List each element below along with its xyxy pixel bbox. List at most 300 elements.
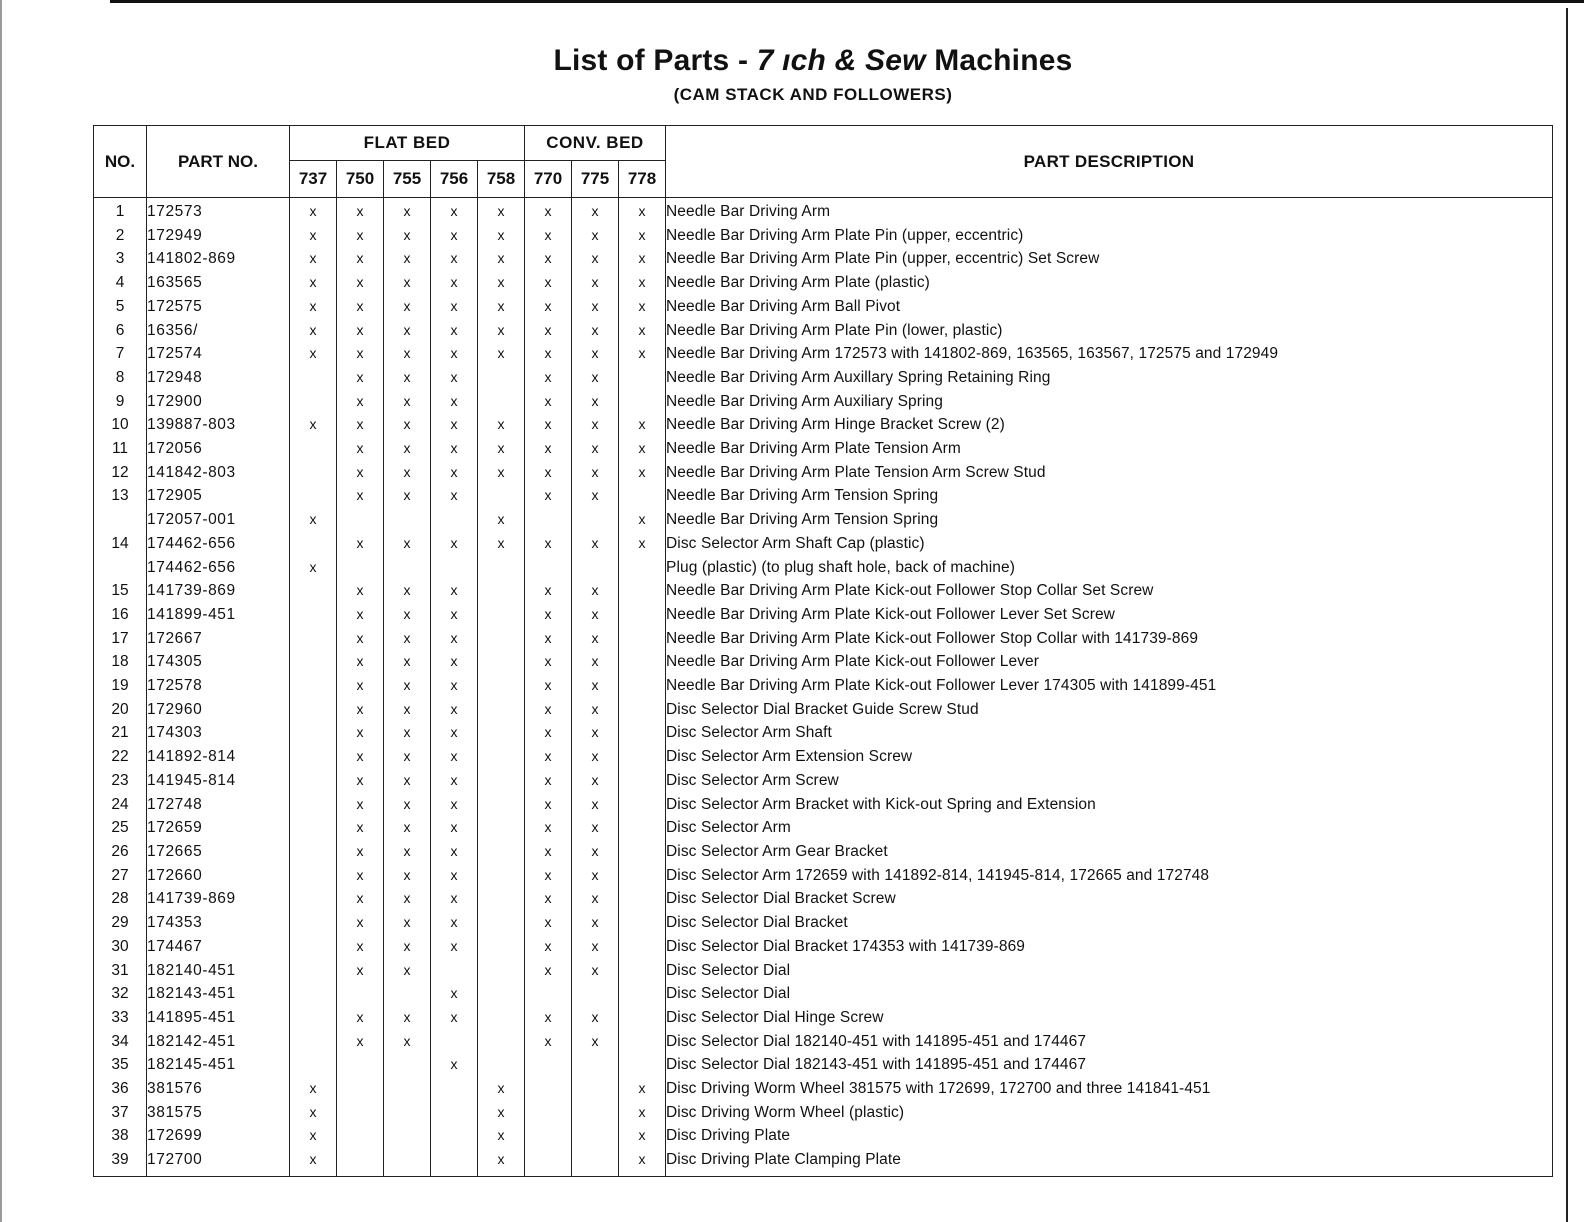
model-737-mark: x xyxy=(290,271,337,295)
model-737-mark: x xyxy=(290,224,337,248)
model-770-mark: x xyxy=(525,769,572,793)
part-description: Needle Bar Driving Arm Plate Tension Arm Screw Stud xyxy=(666,461,1553,485)
part-number: 182145-451 xyxy=(147,1053,290,1077)
part-description: Needle Bar Driving Arm Hinge Bracket Screw (2) xyxy=(666,413,1553,437)
model-778-mark: x xyxy=(619,413,666,437)
header-description: PART DESCRIPTION xyxy=(666,126,1553,198)
model-750-mark: x xyxy=(337,816,384,840)
model-778-mark xyxy=(619,982,666,1006)
model-775-mark: x xyxy=(572,603,619,627)
model-755-mark xyxy=(384,1053,431,1077)
model-737-mark: x xyxy=(290,1077,337,1101)
page-edge xyxy=(0,0,2,1222)
model-770-mark xyxy=(525,1124,572,1148)
model-755-mark: x xyxy=(384,1006,431,1030)
model-737-mark xyxy=(290,887,337,911)
table-row xyxy=(94,911,1553,935)
model-755-mark: x xyxy=(384,437,431,461)
model-755-mark: x xyxy=(384,461,431,485)
model-770-mark: x xyxy=(525,342,572,366)
part-description: Needle Bar Driving Arm Plate Kick-out Follower Lever 174305 with 141899-451 xyxy=(666,674,1553,698)
model-758-mark xyxy=(478,1006,525,1030)
item-number: 15 xyxy=(94,579,147,603)
model-778-mark xyxy=(619,911,666,935)
item-number: 20 xyxy=(94,698,147,722)
table-row xyxy=(94,1124,1553,1148)
model-756-mark: x xyxy=(431,627,478,651)
model-755-mark: x xyxy=(384,319,431,343)
model-778-mark xyxy=(619,674,666,698)
model-758-mark: x xyxy=(478,342,525,366)
model-758-mark: x xyxy=(478,461,525,485)
part-number: 182140-451 xyxy=(147,959,290,983)
model-755-mark xyxy=(384,1148,431,1176)
model-775-mark: x xyxy=(572,1006,619,1030)
model-737-mark: x xyxy=(290,1101,337,1125)
part-number: 182142-451 xyxy=(147,1030,290,1054)
model-770-mark: x xyxy=(525,366,572,390)
part-number: 381576 xyxy=(147,1077,290,1101)
part-number: 172700 xyxy=(147,1148,290,1176)
table-row xyxy=(94,198,1553,224)
part-number: 141739-869 xyxy=(147,579,290,603)
item-number: 36 xyxy=(94,1077,147,1101)
model-775-mark: x xyxy=(572,437,619,461)
model-778-mark xyxy=(619,935,666,959)
table-row xyxy=(94,247,1553,271)
part-description: Needle Bar Driving Arm xyxy=(666,198,1553,224)
model-737-mark xyxy=(290,816,337,840)
model-737-mark xyxy=(290,911,337,935)
model-778-mark xyxy=(619,579,666,603)
model-778-mark xyxy=(619,864,666,888)
model-758-mark xyxy=(478,579,525,603)
item-number: 11 xyxy=(94,437,147,461)
model-758-mark xyxy=(478,959,525,983)
model-758-mark: x xyxy=(478,508,525,532)
model-750-mark xyxy=(337,1124,384,1148)
model-756-mark: x xyxy=(431,579,478,603)
model-758-mark xyxy=(478,390,525,414)
model-755-mark: x xyxy=(384,698,431,722)
table-row xyxy=(94,579,1553,603)
model-778-mark: x xyxy=(619,437,666,461)
model-755-mark: x xyxy=(384,224,431,248)
model-750-mark: x xyxy=(337,271,384,295)
model-775-mark: x xyxy=(572,935,619,959)
model-770-mark: x xyxy=(525,271,572,295)
table-row xyxy=(94,745,1553,769)
model-758-mark: x xyxy=(478,295,525,319)
model-770-mark: x xyxy=(525,674,572,698)
part-number: 141895-451 xyxy=(147,1006,290,1030)
part-number: 174462-656 xyxy=(147,556,290,580)
model-770-mark: x xyxy=(525,887,572,911)
model-737-mark xyxy=(290,437,337,461)
model-770-mark: x xyxy=(525,532,572,556)
item-number: 21 xyxy=(94,721,147,745)
part-number: 141842-803 xyxy=(147,461,290,485)
item-number: 24 xyxy=(94,793,147,817)
model-778-mark xyxy=(619,793,666,817)
model-770-mark: x xyxy=(525,247,572,271)
item-number: 19 xyxy=(94,674,147,698)
model-750-mark: x xyxy=(337,342,384,366)
model-775-mark: x xyxy=(572,484,619,508)
item-number: 2 xyxy=(94,224,147,248)
model-750-mark: x xyxy=(337,864,384,888)
model-755-mark: x xyxy=(384,674,431,698)
table-row xyxy=(94,627,1553,651)
model-770-mark: x xyxy=(525,319,572,343)
table-row xyxy=(94,366,1553,390)
part-number: 172948 xyxy=(147,366,290,390)
model-775-mark: x xyxy=(572,887,619,911)
model-778-mark xyxy=(619,1030,666,1054)
model-750-mark: x xyxy=(337,437,384,461)
item-number: 29 xyxy=(94,911,147,935)
header-model: 750 xyxy=(337,161,384,198)
model-758-mark xyxy=(478,1053,525,1077)
item-number: 28 xyxy=(94,887,147,911)
table-row xyxy=(94,864,1553,888)
model-755-mark: x xyxy=(384,864,431,888)
model-750-mark: x xyxy=(337,1030,384,1054)
model-750-mark: x xyxy=(337,840,384,864)
model-750-mark xyxy=(337,1148,384,1176)
table-row xyxy=(94,1006,1553,1030)
model-775-mark xyxy=(572,1101,619,1125)
model-775-mark xyxy=(572,556,619,580)
model-737-mark xyxy=(290,769,337,793)
part-description: Disc Selector Dial Bracket Guide Screw Stud xyxy=(666,698,1553,722)
part-number: 172699 xyxy=(147,1124,290,1148)
model-756-mark: x xyxy=(431,484,478,508)
model-750-mark xyxy=(337,982,384,1006)
model-778-mark: x xyxy=(619,247,666,271)
model-756-mark: x xyxy=(431,769,478,793)
part-description: Disc Selector Dial Hinge Screw xyxy=(666,1006,1553,1030)
model-778-mark: x xyxy=(619,319,666,343)
part-description: Disc Driving Worm Wheel 381575 with 172699, 172700 and three 141841-451 xyxy=(666,1077,1553,1101)
model-770-mark: x xyxy=(525,390,572,414)
model-755-mark: x xyxy=(384,627,431,651)
model-770-mark: x xyxy=(525,721,572,745)
item-number: 9 xyxy=(94,390,147,414)
model-756-mark: x xyxy=(431,982,478,1006)
model-750-mark: x xyxy=(337,579,384,603)
model-758-mark xyxy=(478,674,525,698)
part-number: 163565 xyxy=(147,271,290,295)
model-756-mark: x xyxy=(431,650,478,674)
item-number: 32 xyxy=(94,982,147,1006)
item-number: 18 xyxy=(94,650,147,674)
item-number: 26 xyxy=(94,840,147,864)
model-758-mark xyxy=(478,721,525,745)
model-778-mark: x xyxy=(619,508,666,532)
item-number: 7 xyxy=(94,342,147,366)
model-756-mark: x xyxy=(431,319,478,343)
model-770-mark: x xyxy=(525,603,572,627)
model-775-mark xyxy=(572,508,619,532)
table-row xyxy=(94,769,1553,793)
table-row xyxy=(94,319,1553,343)
model-755-mark: x xyxy=(384,935,431,959)
part-description: Needle Bar Driving Arm Ball Pivot xyxy=(666,295,1553,319)
model-775-mark: x xyxy=(572,1030,619,1054)
model-737-mark: x xyxy=(290,319,337,343)
header-model: 756 xyxy=(431,161,478,198)
model-758-mark xyxy=(478,911,525,935)
model-770-mark xyxy=(525,982,572,1006)
model-750-mark: x xyxy=(337,413,384,437)
model-737-mark xyxy=(290,627,337,651)
model-778-mark xyxy=(619,1053,666,1077)
model-775-mark: x xyxy=(572,959,619,983)
model-775-mark xyxy=(572,982,619,1006)
part-number: 172575 xyxy=(147,295,290,319)
model-778-mark xyxy=(619,484,666,508)
model-750-mark: x xyxy=(337,461,384,485)
model-750-mark: x xyxy=(337,224,384,248)
model-758-mark xyxy=(478,982,525,1006)
model-756-mark: x xyxy=(431,935,478,959)
part-number: 172660 xyxy=(147,864,290,888)
table-row xyxy=(94,413,1553,437)
part-number: 174467 xyxy=(147,935,290,959)
model-755-mark: x xyxy=(384,721,431,745)
model-770-mark: x xyxy=(525,224,572,248)
model-775-mark: x xyxy=(572,721,619,745)
model-770-mark: x xyxy=(525,627,572,651)
model-770-mark: x xyxy=(525,959,572,983)
table-row xyxy=(94,437,1553,461)
model-770-mark: x xyxy=(525,461,572,485)
model-770-mark xyxy=(525,508,572,532)
model-756-mark: x xyxy=(431,1006,478,1030)
model-737-mark xyxy=(290,390,337,414)
model-770-mark: x xyxy=(525,864,572,888)
model-756-mark: x xyxy=(431,271,478,295)
model-775-mark: x xyxy=(572,745,619,769)
model-756-mark: x xyxy=(431,532,478,556)
model-778-mark: x xyxy=(619,295,666,319)
model-758-mark xyxy=(478,793,525,817)
part-description: Disc Selector Arm Gear Bracket xyxy=(666,840,1553,864)
model-755-mark: x xyxy=(384,959,431,983)
model-755-mark: x xyxy=(384,271,431,295)
model-737-mark xyxy=(290,603,337,627)
part-number: 174353 xyxy=(147,911,290,935)
model-750-mark: x xyxy=(337,484,384,508)
header-model: 775 xyxy=(572,161,619,198)
model-775-mark: x xyxy=(572,295,619,319)
model-758-mark: x xyxy=(478,1124,525,1148)
header-no: NO. xyxy=(94,126,147,198)
model-770-mark xyxy=(525,1148,572,1176)
model-770-mark: x xyxy=(525,1030,572,1054)
model-755-mark: x xyxy=(384,887,431,911)
part-number: 172748 xyxy=(147,793,290,817)
item-number: 25 xyxy=(94,816,147,840)
table-row xyxy=(94,224,1553,248)
part-description: Disc Driving Plate xyxy=(666,1124,1553,1148)
model-775-mark: x xyxy=(572,816,619,840)
model-758-mark xyxy=(478,366,525,390)
model-756-mark xyxy=(431,959,478,983)
model-758-mark: x xyxy=(478,532,525,556)
model-737-mark xyxy=(290,1006,337,1030)
model-756-mark: x xyxy=(431,816,478,840)
model-775-mark: x xyxy=(572,198,619,224)
part-description: Disc Selector Dial Bracket 174353 with 141739-869 xyxy=(666,935,1553,959)
item-number xyxy=(94,508,147,532)
model-770-mark: x xyxy=(525,579,572,603)
model-758-mark xyxy=(478,745,525,769)
header-model: 755 xyxy=(384,161,431,198)
item-number: 3 xyxy=(94,247,147,271)
model-758-mark: x xyxy=(478,413,525,437)
model-778-mark: x xyxy=(619,1101,666,1125)
model-770-mark: x xyxy=(525,295,572,319)
item-number: 5 xyxy=(94,295,147,319)
model-756-mark: x xyxy=(431,864,478,888)
model-758-mark: x xyxy=(478,247,525,271)
model-770-mark xyxy=(525,1053,572,1077)
table-row xyxy=(94,484,1553,508)
model-758-mark: x xyxy=(478,1148,525,1176)
model-775-mark: x xyxy=(572,461,619,485)
model-755-mark xyxy=(384,508,431,532)
item-number: 6 xyxy=(94,319,147,343)
model-756-mark: x xyxy=(431,390,478,414)
model-737-mark xyxy=(290,650,337,674)
table-row xyxy=(94,271,1553,295)
model-758-mark xyxy=(478,864,525,888)
model-737-mark xyxy=(290,1053,337,1077)
model-778-mark: x xyxy=(619,1148,666,1176)
item-number: 4 xyxy=(94,271,147,295)
model-756-mark: x xyxy=(431,674,478,698)
model-778-mark xyxy=(619,1006,666,1030)
part-number: 172056 xyxy=(147,437,290,461)
model-755-mark: x xyxy=(384,390,431,414)
part-number: 141802-869 xyxy=(147,247,290,271)
model-758-mark xyxy=(478,484,525,508)
table-row xyxy=(94,1077,1553,1101)
part-number: 182143-451 xyxy=(147,982,290,1006)
table-row xyxy=(94,390,1553,414)
model-758-mark xyxy=(478,769,525,793)
part-description: Needle Bar Driving Arm Plate (plastic) xyxy=(666,271,1553,295)
model-778-mark: x xyxy=(619,342,666,366)
model-755-mark: x xyxy=(384,484,431,508)
model-770-mark: x xyxy=(525,198,572,224)
model-755-mark: x xyxy=(384,579,431,603)
part-number: 172578 xyxy=(147,674,290,698)
table-row xyxy=(94,982,1553,1006)
model-755-mark: x xyxy=(384,247,431,271)
model-758-mark: x xyxy=(478,271,525,295)
part-description: Disc Selector Arm xyxy=(666,816,1553,840)
item-number: 39 xyxy=(94,1148,147,1176)
model-755-mark xyxy=(384,1101,431,1125)
model-778-mark: x xyxy=(619,1077,666,1101)
model-758-mark xyxy=(478,935,525,959)
model-750-mark: x xyxy=(337,366,384,390)
page-subtitle: (CAM STACK AND FOLLOWERS) xyxy=(673,85,953,104)
item-number: 10 xyxy=(94,413,147,437)
item-number: 16 xyxy=(94,603,147,627)
model-758-mark: x xyxy=(478,1101,525,1125)
model-770-mark xyxy=(525,1101,572,1125)
part-description: Needle Bar Driving Arm Plate Pin (lower, plastic) xyxy=(666,319,1553,343)
item-number: 17 xyxy=(94,627,147,651)
model-750-mark: x xyxy=(337,959,384,983)
model-770-mark xyxy=(525,1077,572,1101)
part-description: Needle Bar Driving Arm Tension Spring xyxy=(666,484,1553,508)
model-756-mark: x xyxy=(431,793,478,817)
model-750-mark: x xyxy=(337,295,384,319)
model-758-mark xyxy=(478,627,525,651)
part-description: Disc Selector Dial xyxy=(666,982,1553,1006)
model-756-mark xyxy=(431,1124,478,1148)
model-756-mark: x xyxy=(431,198,478,224)
model-778-mark xyxy=(619,650,666,674)
header-part-no: PART NO. xyxy=(147,126,290,198)
table-row xyxy=(94,508,1553,532)
model-737-mark: x xyxy=(290,413,337,437)
header-model: 758 xyxy=(478,161,525,198)
model-737-mark xyxy=(290,745,337,769)
model-737-mark xyxy=(290,461,337,485)
part-description: Plug (plastic) (to plug shaft hole, back of machine) xyxy=(666,556,1553,580)
model-737-mark: x xyxy=(290,295,337,319)
model-755-mark: x xyxy=(384,1030,431,1054)
model-737-mark xyxy=(290,864,337,888)
model-737-mark xyxy=(290,840,337,864)
page-title: List of Parts - 7 ıch & Sew Machines xyxy=(553,44,1073,77)
model-756-mark: x xyxy=(431,437,478,461)
model-775-mark: x xyxy=(572,319,619,343)
model-758-mark xyxy=(478,556,525,580)
part-number: 174303 xyxy=(147,721,290,745)
model-755-mark xyxy=(384,1124,431,1148)
model-775-mark: x xyxy=(572,793,619,817)
model-755-mark xyxy=(384,556,431,580)
model-755-mark xyxy=(384,982,431,1006)
model-755-mark: x xyxy=(384,840,431,864)
model-755-mark: x xyxy=(384,532,431,556)
part-description: Disc Selector Arm Shaft Cap (plastic) xyxy=(666,532,1553,556)
model-778-mark xyxy=(619,603,666,627)
model-775-mark xyxy=(572,1077,619,1101)
model-755-mark: x xyxy=(384,816,431,840)
model-758-mark xyxy=(478,840,525,864)
model-737-mark xyxy=(290,366,337,390)
model-737-mark xyxy=(290,579,337,603)
part-description: Disc Selector Dial xyxy=(666,959,1553,983)
model-737-mark: x xyxy=(290,556,337,580)
model-755-mark: x xyxy=(384,413,431,437)
model-758-mark: x xyxy=(478,319,525,343)
table-row xyxy=(94,1030,1553,1054)
header-model: 778 xyxy=(619,161,666,198)
part-description: Needle Bar Driving Arm Auxiliary Spring xyxy=(666,390,1553,414)
table-row xyxy=(94,342,1553,366)
part-number: 172659 xyxy=(147,816,290,840)
model-770-mark: x xyxy=(525,413,572,437)
